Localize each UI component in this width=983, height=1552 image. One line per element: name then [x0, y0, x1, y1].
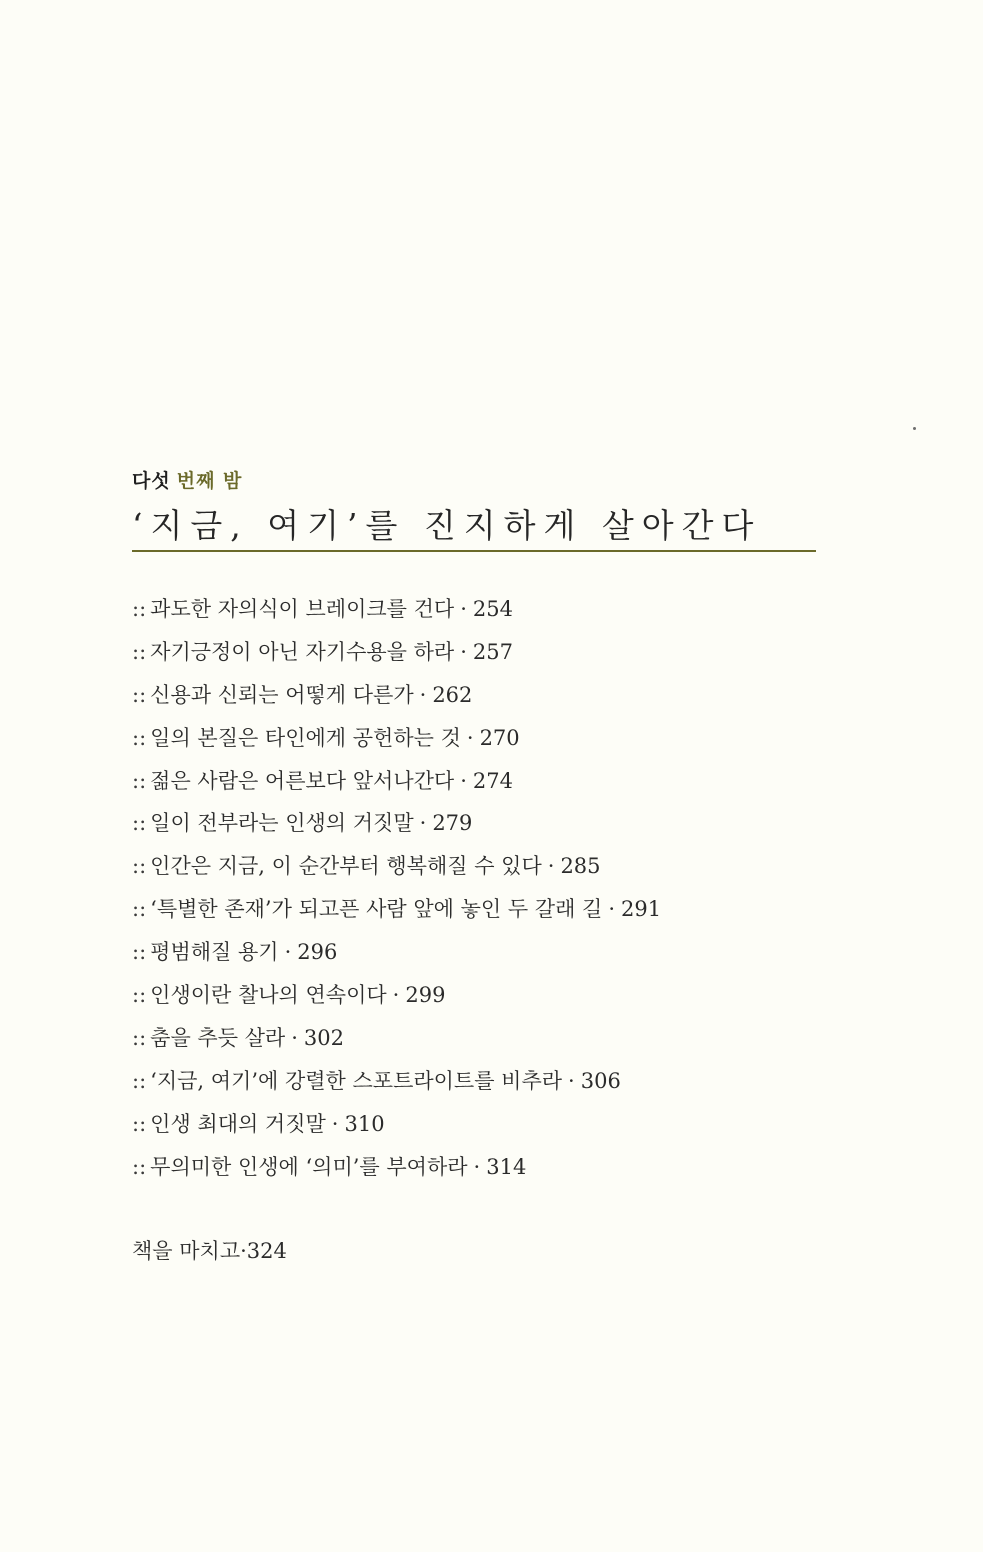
- page-separator: ·: [460, 597, 467, 621]
- toc-entry-title: 무의미한 인생에 ‘의미’를 부여하라: [150, 1154, 468, 1179]
- toc-entry: [132, 631, 832, 674]
- page-separator: ·: [460, 768, 467, 793]
- page-separator: ·: [240, 1239, 247, 1263]
- toc-marker: ::: [132, 768, 147, 793]
- toc-entry-title: 일의 본질은 타인에게 공헌하는 것: [150, 725, 461, 750]
- toc-entry-title: 신용과 신뢰는 어떻게 다른가: [150, 682, 414, 707]
- toc-entry: [132, 717, 832, 760]
- toc-marker: ::: [132, 811, 147, 836]
- page-separator: ·: [291, 1025, 298, 1050]
- page-separator: ·: [608, 897, 616, 922]
- toc-marker: ::: [132, 1068, 147, 1093]
- page-separator: ·: [547, 854, 555, 879]
- toc-marker: ::: [132, 854, 147, 879]
- toc-entry-page: 302: [303, 1025, 345, 1050]
- toc-entry-page: 291: [621, 897, 662, 922]
- toc-entry: [132, 760, 832, 803]
- page-separator: ·: [331, 1111, 339, 1136]
- toc-entry-title: 춤을 추듯 살라: [150, 1025, 286, 1050]
- toc-entry-title: 평범해질 용기: [150, 940, 279, 965]
- toc-entry-title: 자기긍정이 아닌 자기수용을 하라: [150, 639, 455, 664]
- toc-entry-page: 257: [472, 639, 513, 664]
- toc-marker: ::: [132, 897, 147, 922]
- toc-entry: [132, 888, 832, 931]
- toc-entry-page: 299: [405, 983, 446, 1008]
- page-separator: ·: [419, 682, 427, 707]
- page-separator: ·: [284, 940, 292, 965]
- toc-entry: [132, 1017, 832, 1060]
- toc-marker: ::: [132, 725, 147, 750]
- toc-entry: [132, 845, 832, 888]
- toc-marker: ::: [132, 1154, 147, 1179]
- section-number: 다섯: [132, 470, 171, 492]
- epilogue-entry: [132, 1230, 287, 1272]
- epilogue-page: 324: [246, 1239, 287, 1263]
- toc-marker: ::: [132, 940, 147, 965]
- toc-entry: [132, 588, 832, 631]
- toc-entry-page: 296: [297, 940, 338, 965]
- toc-marker: ::: [132, 597, 147, 621]
- toc-entry-page: 279: [432, 811, 473, 836]
- toc-entry-title: 인생이란 찰나의 연속이다: [150, 983, 387, 1008]
- toc-entry: [132, 1103, 832, 1146]
- toc-entry-title: 인생 최대의 거짓말: [150, 1111, 326, 1136]
- toc-entry-page: 254: [472, 597, 513, 621]
- page-separator: ·: [419, 811, 427, 836]
- section-night-label: 번째 밤: [176, 470, 243, 492]
- toc-entry: [132, 674, 832, 717]
- scan-speck: [913, 427, 916, 430]
- toc-marker: ::: [132, 1025, 147, 1050]
- page-separator: ·: [466, 725, 474, 750]
- epilogue-title: 책을 마치고: [132, 1239, 241, 1263]
- page-separator: ·: [568, 1068, 575, 1093]
- toc-entry-page: 310: [344, 1111, 385, 1136]
- toc-entry: [132, 1060, 832, 1103]
- toc-entry-page: 274: [472, 768, 513, 793]
- toc-marker: ::: [132, 983, 147, 1008]
- toc-entry-page: 306: [580, 1068, 621, 1093]
- toc-marker: ::: [132, 682, 147, 707]
- toc-marker: ::: [132, 639, 147, 664]
- toc-entry-title: 과도한 자의식이 브레이크를 건다: [150, 597, 455, 621]
- toc-entry-page: 285: [560, 854, 601, 879]
- page-separator: ·: [473, 1154, 481, 1179]
- section-label: [132, 468, 822, 494]
- title-underline: [132, 550, 816, 552]
- toc-entry-page: 314: [486, 1154, 527, 1179]
- section-title: ‘지금, 여기’를 진지하게 살아간다: [132, 506, 762, 545]
- toc-marker: ::: [132, 1111, 147, 1136]
- page-separator: ·: [460, 639, 467, 664]
- table-of-contents: [132, 588, 832, 1188]
- toc-entry-title: 인간은 지금, 이 순간부터 행복해질 수 있다: [150, 854, 542, 879]
- toc-entry-title: 일이 전부라는 인생의 거짓말: [150, 811, 414, 836]
- toc-entry-page: 270: [479, 725, 520, 750]
- section-header: [132, 468, 822, 552]
- toc-entry: [132, 802, 832, 845]
- toc-entry-title: ‘특별한 존재’가 되고픈 사람 앞에 놓인 두 갈래 길: [150, 897, 603, 922]
- toc-entry: [132, 1146, 832, 1189]
- toc-entry-title: ‘지금, 여기’에 강렬한 스포트라이트를 비추라: [150, 1068, 563, 1093]
- toc-entry: [132, 931, 832, 974]
- toc-entry: [132, 974, 832, 1017]
- page-separator: ·: [392, 983, 400, 1008]
- toc-entry-title: 젊은 사람은 어른보다 앞서나간다: [150, 768, 455, 793]
- toc-entry-page: 262: [432, 682, 473, 707]
